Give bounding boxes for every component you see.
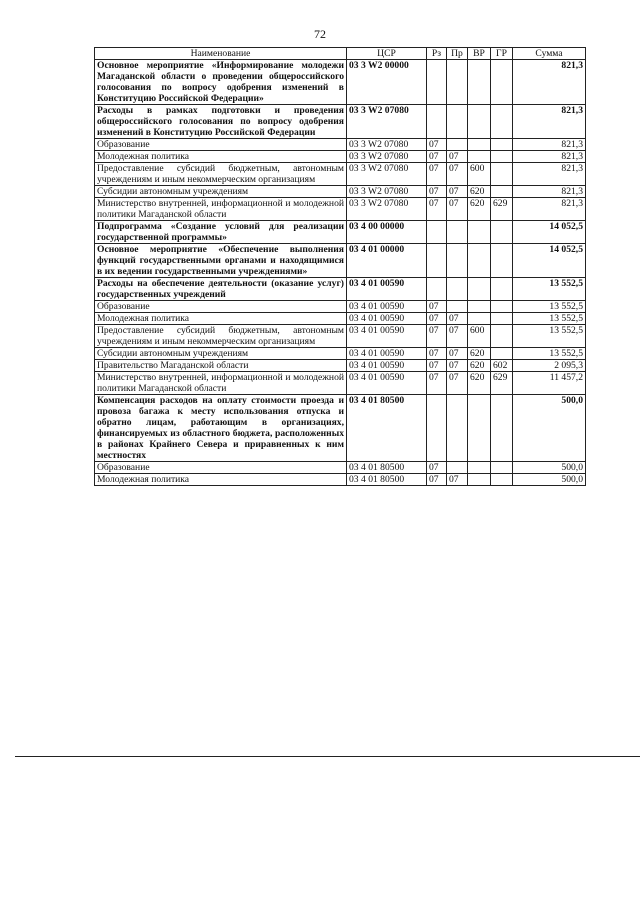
header-csr: ЦСР bbox=[347, 48, 427, 60]
header-gr: ГР bbox=[491, 48, 513, 60]
pr-cell: 07 bbox=[447, 151, 468, 163]
sum-cell: 14 052,5 bbox=[513, 221, 586, 244]
rz-cell: 07 bbox=[427, 474, 447, 486]
csr-cell: 03 4 01 00590 bbox=[347, 301, 427, 313]
gr-cell bbox=[491, 60, 513, 105]
rz-cell: 07 bbox=[427, 198, 447, 221]
name-cell: Молодежная политика bbox=[95, 313, 347, 325]
vr-cell bbox=[468, 278, 491, 301]
table-body bbox=[95, 60, 586, 486]
rz-cell: 07 bbox=[427, 186, 447, 198]
rz-cell bbox=[427, 221, 447, 244]
pr-cell: 07 bbox=[447, 198, 468, 221]
rz-cell: 07 bbox=[427, 372, 447, 395]
sum-cell: 821,3 bbox=[513, 186, 586, 198]
csr-cell: 03 4 00 00000 bbox=[347, 221, 427, 244]
table-row bbox=[95, 244, 586, 278]
header-name: Наименование bbox=[95, 48, 347, 60]
table-row bbox=[95, 186, 586, 198]
rz-cell: 07 bbox=[427, 163, 447, 186]
vr-cell: 620 bbox=[468, 348, 491, 360]
csr-cell: 03 4 01 00590 bbox=[347, 348, 427, 360]
gr-cell bbox=[491, 163, 513, 186]
vr-cell bbox=[468, 244, 491, 278]
name-cell: Молодежная политика bbox=[95, 151, 347, 163]
sum-cell: 821,3 bbox=[513, 105, 586, 139]
gr-cell bbox=[491, 278, 513, 301]
name-cell: Субсидии автономным учреждениям bbox=[95, 348, 347, 360]
name-cell: Министерство внутренней, информационной и молодежной политики Магаданской области bbox=[95, 198, 347, 221]
name-cell: Расходы на обеспечение деятельности (оказание услуг) государственных учреждений bbox=[95, 278, 347, 301]
header-rz: Рз bbox=[427, 48, 447, 60]
table-row bbox=[95, 221, 586, 244]
table-header-row bbox=[95, 48, 586, 60]
name-cell: Правительство Магаданской области bbox=[95, 360, 347, 372]
table-row bbox=[95, 105, 586, 139]
sum-cell: 13 552,5 bbox=[513, 325, 586, 348]
csr-cell: 03 4 01 00000 bbox=[347, 244, 427, 278]
sum-cell: 821,3 bbox=[513, 151, 586, 163]
pr-cell: 07 bbox=[447, 163, 468, 186]
csr-cell: 03 4 01 00590 bbox=[347, 325, 427, 348]
name-cell: Молодежная политика bbox=[95, 474, 347, 486]
gr-cell bbox=[491, 186, 513, 198]
sum-cell: 821,3 bbox=[513, 139, 586, 151]
rz-cell bbox=[427, 278, 447, 301]
vr-cell bbox=[468, 474, 491, 486]
sum-cell: 821,3 bbox=[513, 60, 586, 105]
sum-cell: 11 457,2 bbox=[513, 372, 586, 395]
sum-cell: 13 552,5 bbox=[513, 313, 586, 325]
table-row bbox=[95, 301, 586, 313]
pr-cell bbox=[447, 221, 468, 244]
csr-cell: 03 4 01 00590 bbox=[347, 278, 427, 301]
table-row bbox=[95, 474, 586, 486]
csr-cell: 03 3 W2 00000 bbox=[347, 60, 427, 105]
pr-cell: 07 bbox=[447, 372, 468, 395]
pr-cell: 07 bbox=[447, 474, 468, 486]
vr-cell bbox=[468, 462, 491, 474]
vr-cell: 620 bbox=[468, 360, 491, 372]
rz-cell: 07 bbox=[427, 301, 447, 313]
pr-cell bbox=[447, 60, 468, 105]
name-cell: Основное мероприятие «Информирование молодежи Магаданской области о проведении общероссийского голосования по вопросу одобрения изменений в Конституцию Российской Федерации» bbox=[95, 60, 347, 105]
gr-cell bbox=[491, 325, 513, 348]
table-row bbox=[95, 348, 586, 360]
table-row bbox=[95, 198, 586, 221]
pr-cell bbox=[447, 139, 468, 151]
budget-table bbox=[94, 47, 586, 486]
pr-cell bbox=[447, 105, 468, 139]
header-sum: Сумма bbox=[513, 48, 586, 60]
pr-cell bbox=[447, 395, 468, 462]
gr-cell bbox=[491, 105, 513, 139]
vr-cell: 600 bbox=[468, 325, 491, 348]
table-row bbox=[95, 325, 586, 348]
csr-cell: 03 3 W2 07080 bbox=[347, 163, 427, 186]
bottom-rule bbox=[15, 756, 640, 757]
rz-cell: 07 bbox=[427, 325, 447, 348]
name-cell: Субсидии автономным учреждениям bbox=[95, 186, 347, 198]
pr-cell: 07 bbox=[447, 313, 468, 325]
csr-cell: 03 3 W2 07080 bbox=[347, 151, 427, 163]
gr-cell bbox=[491, 301, 513, 313]
gr-cell: 629 bbox=[491, 198, 513, 221]
name-cell: Подпрограмма «Создание условий для реализации государственной программы» bbox=[95, 221, 347, 244]
page-number: 72 bbox=[314, 27, 326, 41]
gr-cell bbox=[491, 244, 513, 278]
table-row bbox=[95, 278, 586, 301]
rz-cell: 07 bbox=[427, 360, 447, 372]
table-row bbox=[95, 163, 586, 186]
table-row bbox=[95, 139, 586, 151]
csr-cell: 03 3 W2 07080 bbox=[347, 198, 427, 221]
name-cell: Министерство внутренней, информационной и молодежной политики Магаданской области bbox=[95, 372, 347, 395]
vr-cell: 600 bbox=[468, 163, 491, 186]
sum-cell: 821,3 bbox=[513, 198, 586, 221]
pr-cell bbox=[447, 278, 468, 301]
table-row bbox=[95, 60, 586, 105]
pr-cell bbox=[447, 244, 468, 278]
csr-cell: 03 3 W2 07080 bbox=[347, 186, 427, 198]
pr-cell: 07 bbox=[447, 360, 468, 372]
name-cell: Расходы в рамках подготовки и проведения общероссийского голосования по вопросу одобрения изменений в Конституцию Российской Федерации bbox=[95, 105, 347, 139]
rz-cell bbox=[427, 244, 447, 278]
csr-cell: 03 4 01 80500 bbox=[347, 474, 427, 486]
table-row bbox=[95, 395, 586, 462]
vr-cell: 620 bbox=[468, 372, 491, 395]
pr-cell: 07 bbox=[447, 348, 468, 360]
csr-cell: 03 3 W2 07080 bbox=[347, 139, 427, 151]
gr-cell bbox=[491, 139, 513, 151]
table-row bbox=[95, 151, 586, 163]
csr-cell: 03 3 W2 07080 bbox=[347, 105, 427, 139]
vr-cell bbox=[468, 139, 491, 151]
vr-cell bbox=[468, 313, 491, 325]
gr-cell bbox=[491, 395, 513, 462]
name-cell: Образование bbox=[95, 462, 347, 474]
sum-cell: 2 095,3 bbox=[513, 360, 586, 372]
rz-cell: 07 bbox=[427, 348, 447, 360]
name-cell: Предоставление субсидий бюджетным, автономным учреждениям и иным некоммерческим организациям bbox=[95, 325, 347, 348]
sum-cell: 500,0 bbox=[513, 462, 586, 474]
vr-cell bbox=[468, 60, 491, 105]
sum-cell: 13 552,5 bbox=[513, 278, 586, 301]
sum-cell: 500,0 bbox=[513, 474, 586, 486]
pr-cell bbox=[447, 462, 468, 474]
csr-cell: 03 4 01 00590 bbox=[347, 313, 427, 325]
vr-cell: 620 bbox=[468, 186, 491, 198]
gr-cell bbox=[491, 462, 513, 474]
gr-cell: 602 bbox=[491, 360, 513, 372]
gr-cell: 629 bbox=[491, 372, 513, 395]
vr-cell bbox=[468, 395, 491, 462]
table-row bbox=[95, 372, 586, 395]
name-cell: Образование bbox=[95, 139, 347, 151]
vr-cell: 620 bbox=[468, 198, 491, 221]
sum-cell: 14 052,5 bbox=[513, 244, 586, 278]
gr-cell bbox=[491, 348, 513, 360]
vr-cell bbox=[468, 151, 491, 163]
pr-cell bbox=[447, 301, 468, 313]
pr-cell: 07 bbox=[447, 325, 468, 348]
csr-cell: 03 4 01 80500 bbox=[347, 395, 427, 462]
rz-cell: 07 bbox=[427, 139, 447, 151]
csr-cell: 03 4 01 00590 bbox=[347, 372, 427, 395]
header-vr: ВР bbox=[468, 48, 491, 60]
table-row bbox=[95, 313, 586, 325]
table-row bbox=[95, 360, 586, 372]
gr-cell bbox=[491, 151, 513, 163]
gr-cell bbox=[491, 313, 513, 325]
gr-cell bbox=[491, 474, 513, 486]
pr-cell: 07 bbox=[447, 186, 468, 198]
name-cell: Образование bbox=[95, 301, 347, 313]
vr-cell bbox=[468, 105, 491, 139]
table-row bbox=[95, 462, 586, 474]
vr-cell bbox=[468, 221, 491, 244]
rz-cell: 07 bbox=[427, 313, 447, 325]
gr-cell bbox=[491, 221, 513, 244]
vr-cell bbox=[468, 301, 491, 313]
sum-cell: 13 552,5 bbox=[513, 348, 586, 360]
rz-cell bbox=[427, 395, 447, 462]
name-cell: Предоставление субсидий бюджетным, автономным учреждениям и иным некоммерческим организациям bbox=[95, 163, 347, 186]
name-cell: Компенсация расходов на оплату стоимости проезда и провоза багажа к месту использования отпуска и обратно лицам, работающим в организациях, финансируемых из областного бюджета, расположенных в районах Крайнего Севера и приравненных к ним местностях bbox=[95, 395, 347, 462]
sum-cell: 13 552,5 bbox=[513, 301, 586, 313]
rz-cell: 07 bbox=[427, 462, 447, 474]
rz-cell: 07 bbox=[427, 151, 447, 163]
name-cell: Основное мероприятие «Обеспечение выполнения функций государственными органами и находящимися в их ведении государственными учреждениями» bbox=[95, 244, 347, 278]
rz-cell bbox=[427, 105, 447, 139]
sum-cell: 821,3 bbox=[513, 163, 586, 186]
rz-cell bbox=[427, 60, 447, 105]
sum-cell: 500,0 bbox=[513, 395, 586, 462]
header-pr: Пр bbox=[447, 48, 468, 60]
csr-cell: 03 4 01 00590 bbox=[347, 360, 427, 372]
csr-cell: 03 4 01 80500 bbox=[347, 462, 427, 474]
